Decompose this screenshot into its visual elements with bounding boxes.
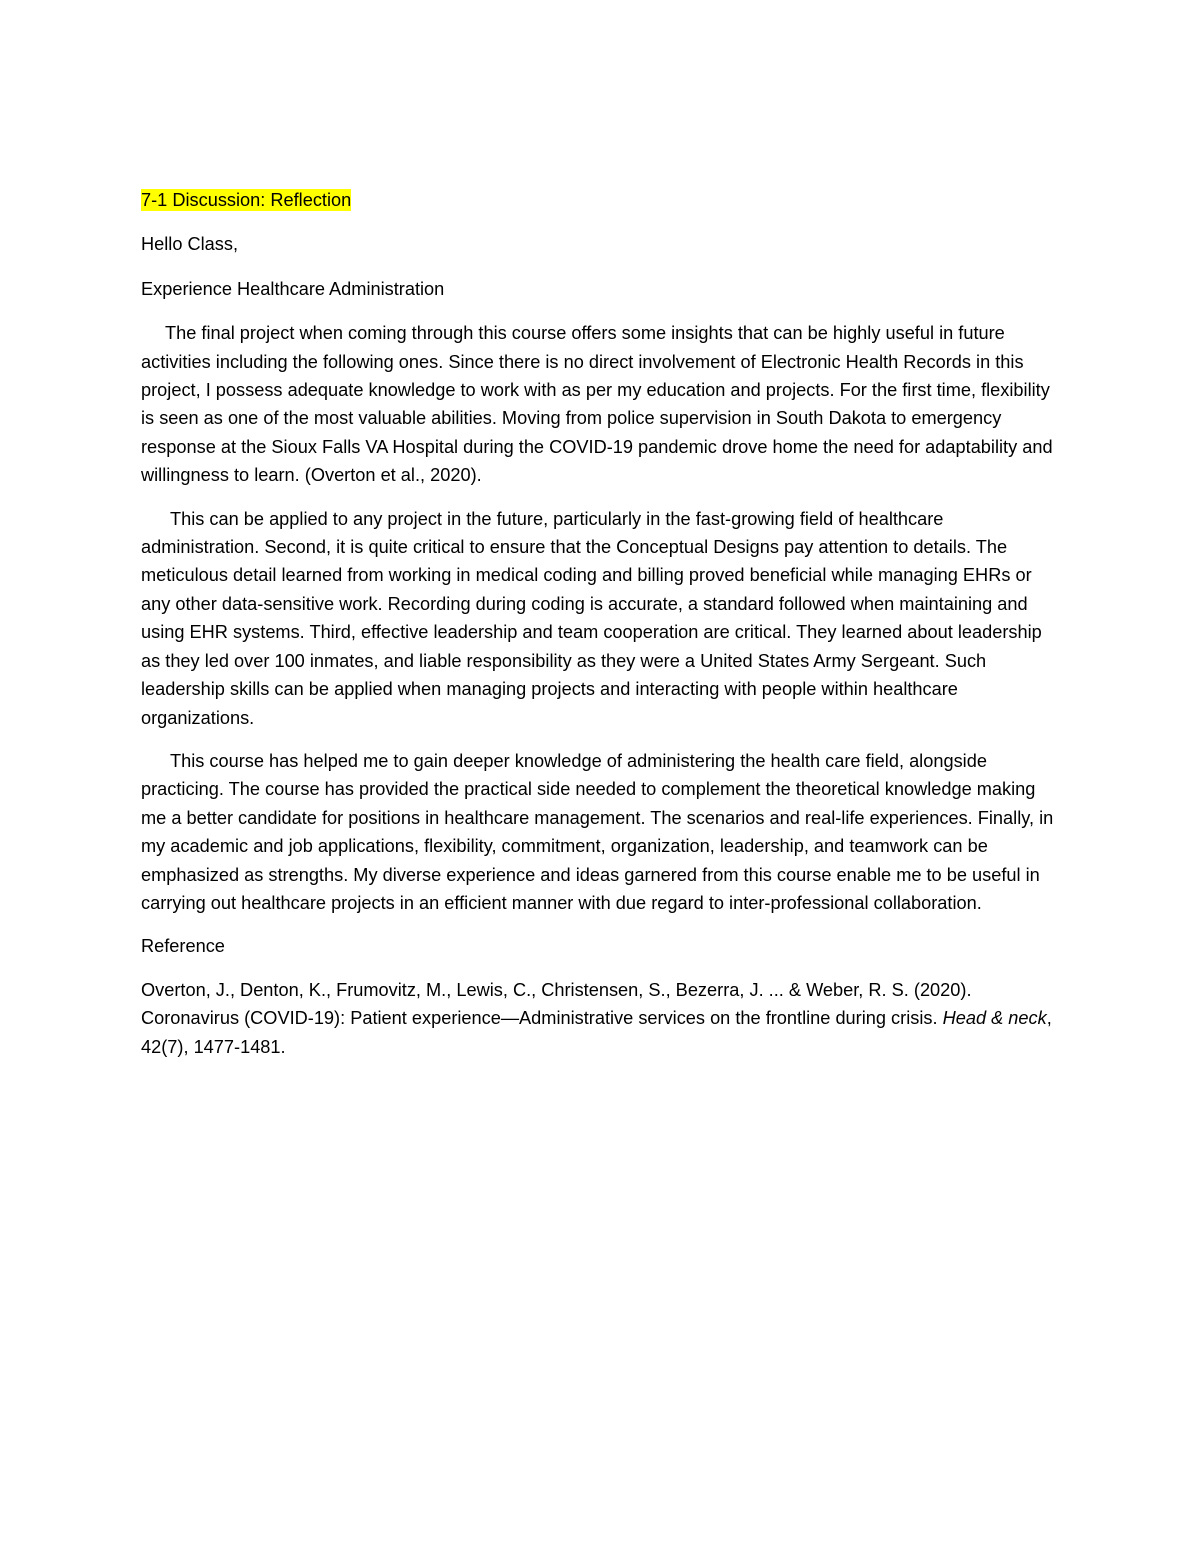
reference-entry: [141, 976, 1061, 1061]
title-highlight: 7-1 Discussion: Reflection: [141, 190, 352, 210]
greeting: Hello Class,: [141, 234, 239, 255]
reference-details: , 42(7), 1477-1481.: [141, 1008, 1052, 1057]
paragraph-2: This can be applied to any project in the future, particularly in the fast-growing field of healthcare administration. Second, it is quite critical to ensure that the Conceptual Designs pay attention to details. The meticulous detail learned from working in medical coding and billing proved beneficial while managing EHRs or any other data-sensitive work. Recording during coding is accurate, a standard followed when maintaining and using EHR systems. Third, effective leadership and team cooperation are critical. They learned about leadership as they led over 100 inmates, and liable responsibility as they were a United States Army Sergeant. Such leadership skills can be applied when managing projects and interacting with people within healthcare organizations.: [141, 508, 1042, 728]
reference-journal: Head & neck: [942, 1008, 1047, 1029]
subtitle: Experience Healthcare Administration: [141, 278, 445, 299]
paragraph-1: The final project when coming through this course offers some insights that can be highly useful in future activities including the following ones. Since there is no direct involvement of Electronic Health Records in this project, I possess adequate knowledge to work with as per my education and projects. For the first time, flexibility is seen as one of the most valuable abilities. Moving from police supervision in South Dakota to emergency response at the Sioux Falls VA Hospital during the COVID-19 pandemic drove home the need for adaptability and willingness to learn. (Overton et al., 2020).: [141, 323, 1053, 486]
document-title: [141, 186, 1061, 214]
reference-heading: Reference: [141, 936, 225, 957]
reference-authors: Overton, J., Denton, K., Frumovitz, M., Lewis, C., Christensen, S., Bezerra, J. ... & Weber, R. S. (2020). Coronavirus (COVID-19): Patient experience—Administrative services on the frontline during crisis.: [141, 979, 972, 1029]
document-body: [141, 186, 1061, 1061]
paragraph-3: This course has helped me to gain deeper knowledge of administering the health care field, alongside practicing. The course has provided the practical side needed to complement the theoretical knowledge making me a better candidate for positions in healthcare management. The scenarios and real-life experiences. Finally, in my academic and job applications, flexibility, commitment, organization, leadership, and teamwork can be emphasized as strengths. My diverse experience and ideas garnered from this course enable me to be useful in carrying out healthcare projects in an efficient manner with due regard to inter-professional collaboration.: [141, 750, 1054, 913]
